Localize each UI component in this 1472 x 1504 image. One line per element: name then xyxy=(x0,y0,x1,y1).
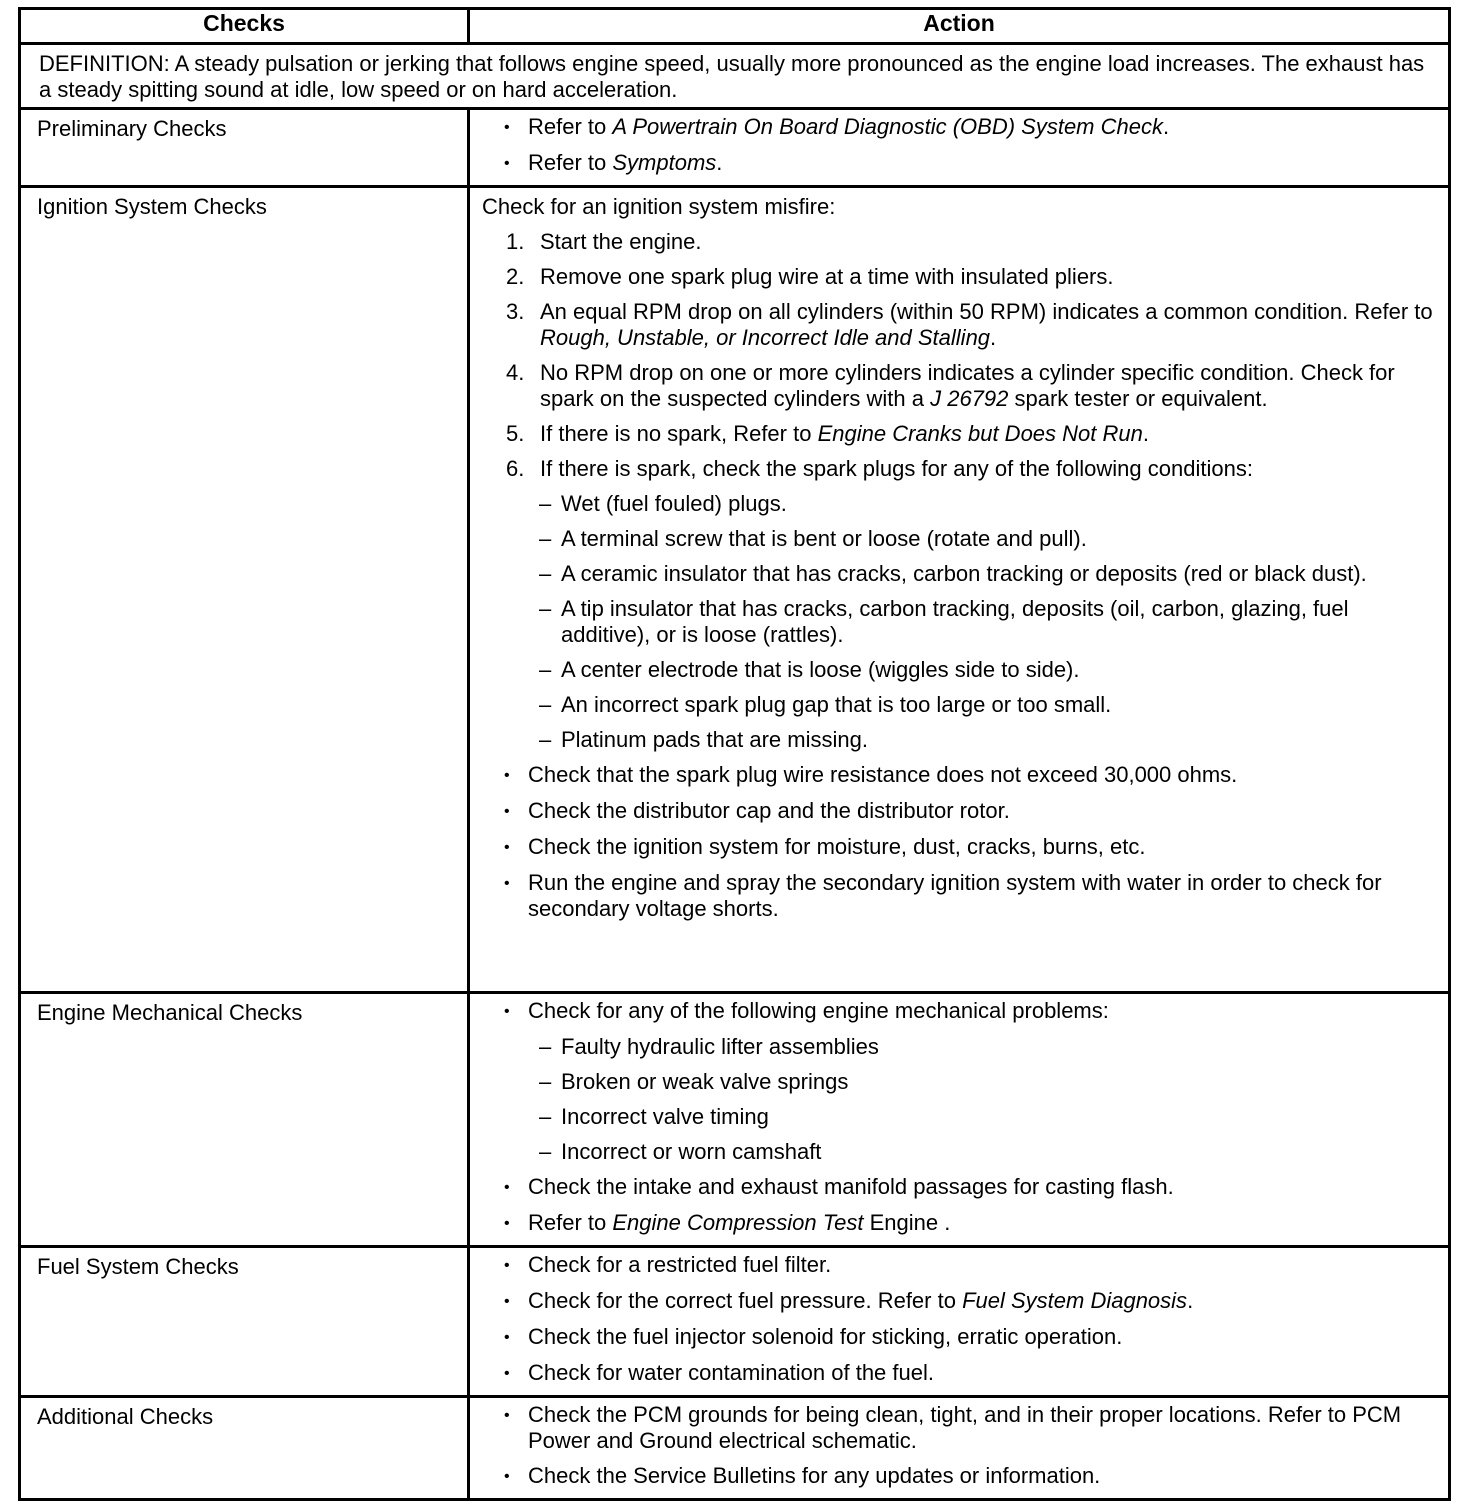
item-text-reference: Engine Compression Test xyxy=(612,1210,864,1235)
list-item xyxy=(482,1252,1434,1279)
item-text-suffix: Engine . xyxy=(863,1210,951,1235)
item-text-plain: Remove one spark plug wire at a time with insulated pliers. xyxy=(540,264,1114,289)
dash-marker: – xyxy=(539,491,552,516)
dash-marker: – xyxy=(539,1034,552,1059)
check-category: Ignition System Checks xyxy=(20,187,469,993)
item-text-plain: No RPM drop on one or more cylinders indicates a cylinder specific condition. Check for spark on the suspected cylinders with a xyxy=(540,360,1395,411)
item-text xyxy=(561,657,1434,683)
item-text-plain: Check for the correct fuel pressure. Refer to xyxy=(528,1288,963,1313)
dash-marker: – xyxy=(539,727,552,752)
item-text-plain: Start the engine. xyxy=(540,229,702,254)
item-text xyxy=(561,692,1434,718)
item-text xyxy=(540,421,1434,447)
item-text-plain: Broken or weak valve springs xyxy=(561,1069,849,1094)
check-category: Additional Checks xyxy=(20,1397,469,1500)
item-text-plain: Platinum pads that are missing. xyxy=(561,727,868,752)
item-text-plain: Incorrect or worn camshaft xyxy=(561,1139,822,1164)
item-text-suffix: . xyxy=(1162,114,1170,139)
item-text xyxy=(561,526,1434,552)
item-text-plain: A terminal screw that is bent or loose (rotate and pull). xyxy=(561,526,1087,551)
list-item xyxy=(482,870,1434,922)
item-text xyxy=(528,798,1434,825)
step-number: 6. xyxy=(506,456,525,481)
bullet-icon: • xyxy=(504,875,510,892)
list-item xyxy=(482,1069,1434,1095)
item-text-suffix: . xyxy=(1187,1288,1194,1313)
list-item xyxy=(482,150,1434,177)
item-text-plain: Check for a restricted fuel filter. xyxy=(528,1252,832,1277)
item-text-plain: Check for any of the following engine mechanical problems: xyxy=(528,998,1109,1023)
list-item xyxy=(482,561,1434,587)
header-action: Action xyxy=(469,9,1450,44)
list-item xyxy=(482,264,1434,290)
item-text xyxy=(561,1104,1434,1130)
item-text xyxy=(528,762,1434,789)
bullet-icon: • xyxy=(504,839,510,856)
list-item xyxy=(482,229,1434,255)
item-text-plain: Run the engine and spray the secondary ignition system with water in order to check for secondary voltage shorts. xyxy=(528,870,1382,921)
bullet-icon: • xyxy=(504,1293,510,1310)
item-text-reference: J 26792 xyxy=(930,386,1009,411)
item-text xyxy=(528,870,1434,922)
item-text-suffix: . xyxy=(1142,421,1149,446)
bullet-icon: • xyxy=(504,1329,510,1346)
item-text-plain: Check for water contamination of the fuel. xyxy=(528,1360,934,1385)
action-cell xyxy=(469,1397,1450,1500)
item-text xyxy=(561,1069,1434,1095)
list-item xyxy=(482,421,1434,447)
list-item xyxy=(482,1174,1434,1201)
list-item xyxy=(482,1104,1434,1130)
header-checks: Checks xyxy=(20,9,469,44)
item-text-reference: Engine Cranks but Does Not Run xyxy=(817,421,1143,446)
bullet-icon: • xyxy=(504,767,510,784)
item-text-reference: Rough, Unstable, or Incorrect Idle and Stalling xyxy=(540,325,991,350)
item-text xyxy=(561,1034,1434,1060)
list-item xyxy=(482,526,1434,552)
item-text-reference: Symptoms xyxy=(612,150,717,175)
bullet-icon: • xyxy=(504,1468,510,1485)
list-item xyxy=(482,114,1434,141)
item-text-plain: Faulty hydraulic lifter assemblies xyxy=(561,1034,879,1059)
list-item xyxy=(482,998,1434,1025)
item-text xyxy=(528,998,1434,1025)
item-text xyxy=(528,1252,1434,1279)
list-item xyxy=(482,1324,1434,1351)
check-category: Preliminary Checks xyxy=(20,109,469,187)
definition-row xyxy=(20,44,1450,109)
item-text xyxy=(540,264,1434,290)
list-item xyxy=(482,692,1434,718)
bullet-icon: • xyxy=(504,1215,510,1232)
action-intro: Check for an ignition system misfire: xyxy=(482,194,836,219)
item-text-plain: Wet (fuel fouled) plugs. xyxy=(561,491,787,516)
item-text-reference: A Powertrain On Board Diagnostic (OBD) System Check xyxy=(612,114,1163,139)
item-text-plain: Refer to xyxy=(528,1210,613,1235)
action-cell xyxy=(469,993,1450,1247)
item-text-plain: A tip insulator that has cracks, carbon tracking, deposits (oil, carbon, glazing, fuel additive), or is loose (rattles). xyxy=(561,596,1349,647)
table-row xyxy=(20,993,1450,1247)
list-item xyxy=(482,762,1434,789)
list-item xyxy=(482,657,1434,683)
item-text xyxy=(561,596,1434,648)
list-item xyxy=(482,1139,1434,1165)
list-item xyxy=(482,1034,1434,1060)
bullet-icon: • xyxy=(504,1257,510,1274)
item-text xyxy=(528,834,1434,861)
list-item xyxy=(482,834,1434,861)
dash-marker: – xyxy=(539,692,552,717)
header-row xyxy=(20,9,1450,44)
item-text-suffix: spark tester or equivalent. xyxy=(1008,386,1268,411)
list-item xyxy=(482,360,1434,412)
step-number: 1. xyxy=(506,229,525,254)
check-category: Engine Mechanical Checks xyxy=(20,993,469,1247)
action-cell xyxy=(469,187,1450,993)
item-text-plain: Check the PCM grounds for being clean, tight, and in their proper locations. Refer to PCM Power and Ground electrical schematic. xyxy=(528,1402,1402,1453)
action-cell xyxy=(469,1247,1450,1397)
list-item xyxy=(482,1210,1434,1237)
step-number: 4. xyxy=(506,360,525,385)
item-text xyxy=(540,229,1434,255)
list-item xyxy=(482,727,1434,753)
item-text-suffix: . xyxy=(716,150,723,175)
bullet-icon: • xyxy=(504,1003,510,1020)
item-text xyxy=(561,491,1434,517)
item-text xyxy=(540,456,1434,482)
step-number: 5. xyxy=(506,421,525,446)
bullet-icon: • xyxy=(504,803,510,820)
dash-marker: – xyxy=(539,1104,552,1129)
dash-marker: – xyxy=(539,526,552,551)
list-item xyxy=(482,1360,1434,1387)
item-text xyxy=(561,727,1434,753)
item-text-plain: A center electrode that is loose (wiggles side to side). xyxy=(561,657,1080,682)
table-row xyxy=(20,1247,1450,1397)
item-text-suffix: . xyxy=(990,325,997,350)
dash-marker: – xyxy=(539,1139,552,1164)
item-text xyxy=(540,360,1434,412)
item-text xyxy=(528,1324,1434,1351)
item-text-plain: Check that the spark plug wire resistance does not exceed 30,000 ohms. xyxy=(528,762,1238,787)
item-text xyxy=(528,114,1434,141)
bullet-icon: • xyxy=(504,1407,510,1424)
item-text-plain: If there is spark, check the spark plugs for any of the following conditions: xyxy=(540,456,1253,481)
item-text-plain: Check the fuel injector solenoid for sticking, erratic operation. xyxy=(528,1324,1123,1349)
dash-marker: – xyxy=(539,561,552,586)
list-item xyxy=(482,1288,1434,1315)
table-row xyxy=(20,109,1450,187)
dash-marker: – xyxy=(539,1069,552,1094)
item-text-plain: A ceramic insulator that has cracks, carbon tracking or deposits (red or black dust). xyxy=(561,561,1367,586)
item-text-plain: If there is no spark, Refer to xyxy=(540,421,818,446)
item-text xyxy=(561,561,1434,587)
item-text xyxy=(528,1402,1434,1454)
bullet-icon: • xyxy=(504,1179,510,1196)
dash-marker: – xyxy=(539,596,552,621)
list-item xyxy=(482,596,1434,648)
item-text xyxy=(528,1174,1434,1201)
list-item xyxy=(482,491,1434,517)
item-text xyxy=(528,1463,1434,1490)
item-text-plain: Check the distributor cap and the distributor rotor. xyxy=(528,798,1010,823)
item-text-plain: An incorrect spark plug gap that is too large or too small. xyxy=(561,692,1112,717)
item-text-plain: Refer to xyxy=(528,114,613,139)
check-category: Fuel System Checks xyxy=(20,1247,469,1397)
dash-marker: – xyxy=(539,657,552,682)
bullet-icon: • xyxy=(504,119,510,136)
bullet-icon: • xyxy=(504,155,510,172)
table-row xyxy=(20,187,1450,993)
item-text xyxy=(561,1139,1434,1165)
list-item xyxy=(482,456,1434,482)
item-text-plain: Check the ignition system for moisture, dust, cracks, burns, etc. xyxy=(528,834,1146,859)
list-item xyxy=(482,798,1434,825)
item-text xyxy=(528,150,1434,177)
item-text xyxy=(528,1360,1434,1387)
item-text xyxy=(540,299,1434,351)
table-row xyxy=(20,1397,1450,1500)
list-item xyxy=(482,1402,1434,1454)
step-number: 3. xyxy=(506,299,525,324)
list-item xyxy=(482,299,1434,351)
bullet-icon: • xyxy=(504,1365,510,1382)
item-text-plain: Check the Service Bulletins for any updates or information. xyxy=(528,1463,1101,1488)
item-text-plain: Incorrect valve timing xyxy=(561,1104,769,1129)
item-text-plain: An equal RPM drop on all cylinders (within 50 RPM) indicates a common condition. Refer to xyxy=(540,299,1433,324)
step-number: 2. xyxy=(506,264,525,289)
item-text xyxy=(528,1288,1434,1315)
diagnostic-table xyxy=(18,7,1451,1501)
item-text-plain: Check the intake and exhaust manifold passages for casting flash. xyxy=(528,1174,1174,1199)
item-text-reference: Fuel System Diagnosis xyxy=(962,1288,1188,1313)
item-text xyxy=(528,1210,1434,1237)
item-text-plain: Refer to xyxy=(528,150,613,175)
action-cell xyxy=(469,109,1450,187)
list-item xyxy=(482,1463,1434,1490)
definition-text: DEFINITION: A steady pulsation or jerking that follows engine speed, usually more pronounced as the engine load increases. The exhaust has a steady spitting sound at idle, low speed or on hard acceleration. xyxy=(20,44,1450,109)
